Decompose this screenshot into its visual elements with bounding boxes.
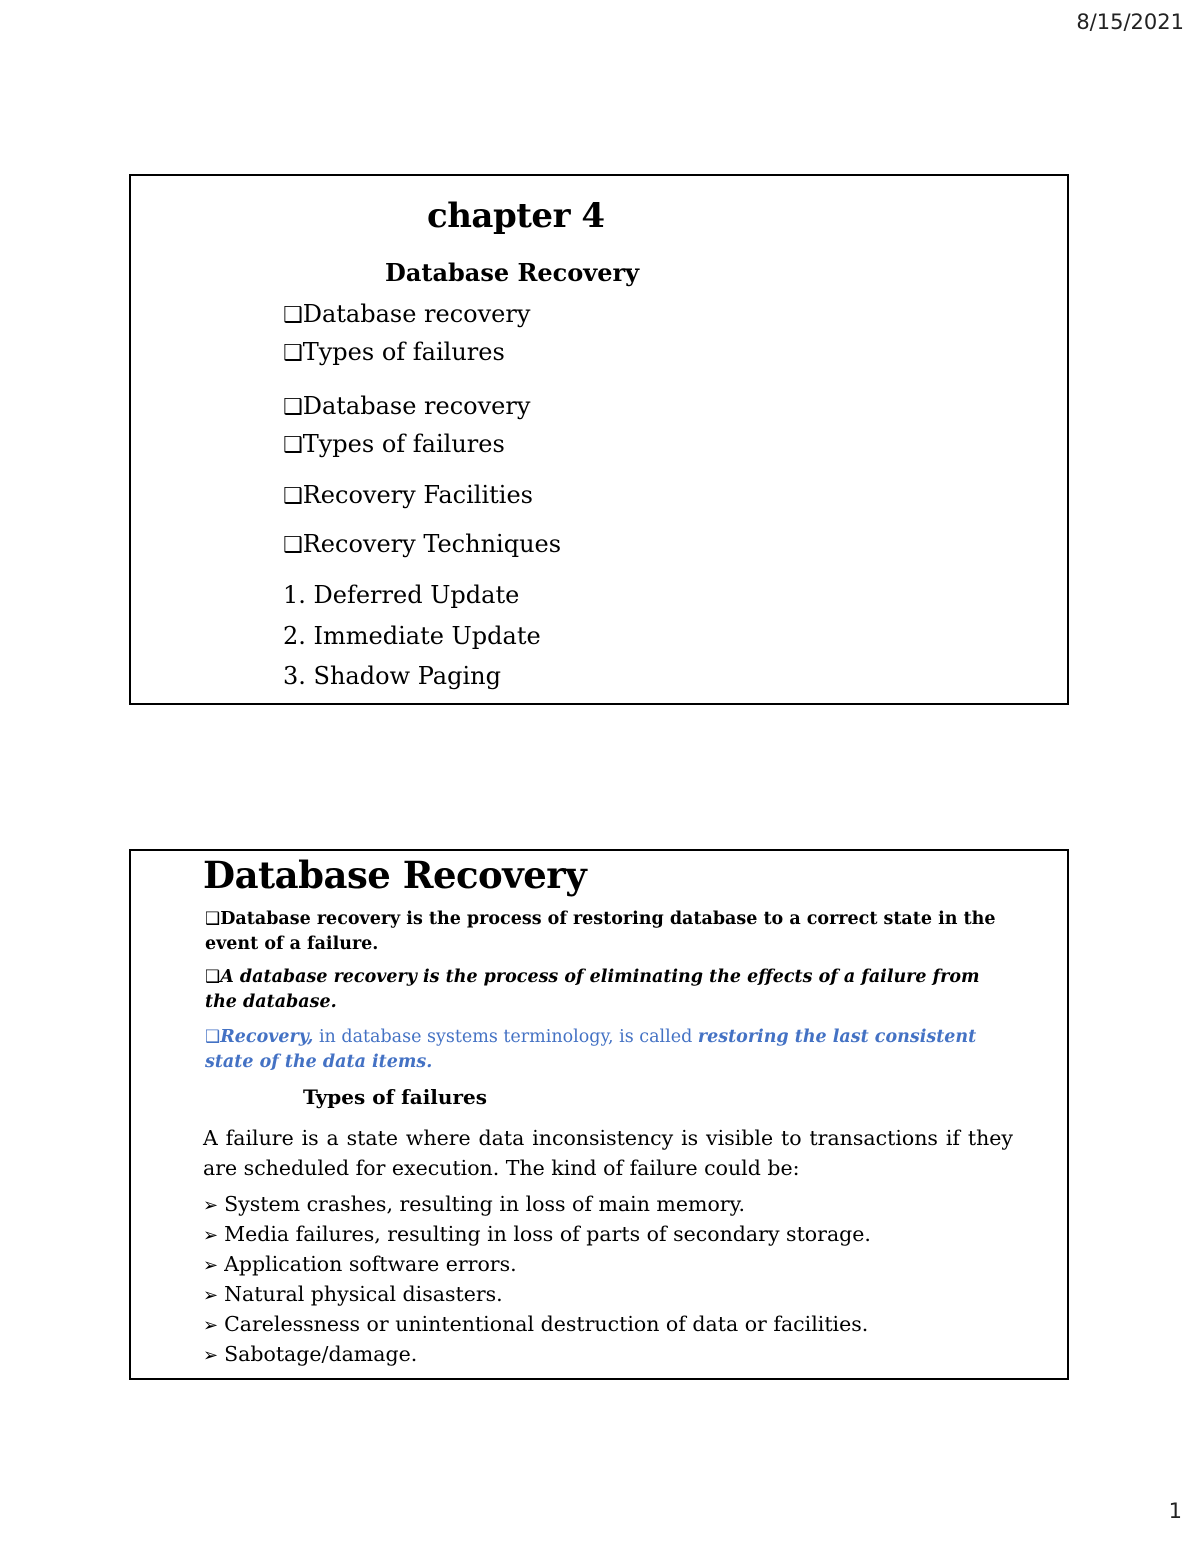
list-item: ➢ Natural physical disasters.: [203, 1282, 503, 1306]
definition-paragraph: ❑Database recovery is the process of restoring database to a correct state in the event of a failure.: [205, 909, 996, 954]
numbered-item: 3. Shadow Paging: [283, 662, 501, 690]
checkbox-icon: ❑: [205, 967, 221, 987]
checkbox-icon: ❑: [283, 484, 303, 509]
arrow-bullet-icon: ➢: [203, 1195, 219, 1216]
checkbox-icon: ❑: [283, 433, 303, 458]
definition-paragraph: ❑A database recovery is the process of eliminating the effects of a failure from the database.: [205, 967, 980, 1012]
list-item: ❑Recovery Techniques: [283, 530, 562, 558]
checkbox-icon: ❑: [283, 533, 303, 558]
list-item: ❑Database recovery: [283, 392, 531, 420]
checkbox-icon: ❑: [283, 395, 303, 420]
list-item: ➢ System crashes, resulting in loss of main memory.: [203, 1192, 745, 1216]
list-item: ❑Recovery Facilities: [283, 481, 533, 509]
list-item: ❑Database recovery: [283, 300, 531, 328]
definition-paragraph: ❑Recovery, in database systems terminology, is called restoring the last consistent state of the data items.: [205, 1027, 977, 1072]
checkbox-icon: ❑: [205, 1027, 221, 1047]
slide-1-subtitle: Database Recovery: [385, 258, 640, 287]
checkbox-icon: ❑: [283, 341, 303, 366]
checkbox-icon: ❑: [283, 303, 303, 328]
arrow-bullet-icon: ➢: [203, 1345, 219, 1366]
list-item: ➢ Application software errors.: [203, 1252, 517, 1276]
slide-2: [129, 849, 1069, 1380]
slide-2-title: Database Recovery: [203, 853, 587, 897]
body-paragraph: A failure is a state where data inconsistency is visible to transactions if they are scheduled for execution. The kind of failure could be:: [203, 1126, 1013, 1180]
checkbox-icon: ❑: [205, 909, 221, 929]
failure-list: [203, 1190, 871, 1370]
arrow-bullet-icon: ➢: [203, 1255, 219, 1276]
numbered-item: 2. Immediate Update: [283, 622, 541, 650]
list-item: ❑Types of failures: [283, 430, 505, 458]
list-item: ➢ Sabotage/damage.: [203, 1342, 418, 1366]
list-item: ❑Types of failures: [283, 338, 505, 366]
numbered-item: 1. Deferred Update: [283, 581, 520, 609]
arrow-bullet-icon: ➢: [203, 1225, 219, 1246]
list-item: ➢ Media failures, resulting in loss of parts of secondary storage.: [203, 1222, 871, 1246]
slide-1: [129, 174, 1069, 705]
arrow-bullet-icon: ➢: [203, 1315, 219, 1336]
arrow-bullet-icon: ➢: [203, 1285, 219, 1306]
page-date: 8/15/2021: [1076, 10, 1184, 34]
section-heading: Types of failures: [303, 1085, 487, 1109]
page-number: 1: [1168, 1499, 1182, 1523]
list-item: ➢ Carelessness or unintentional destruction of data or facilities.: [203, 1312, 869, 1336]
slide-1-title: chapter 4: [427, 196, 605, 236]
